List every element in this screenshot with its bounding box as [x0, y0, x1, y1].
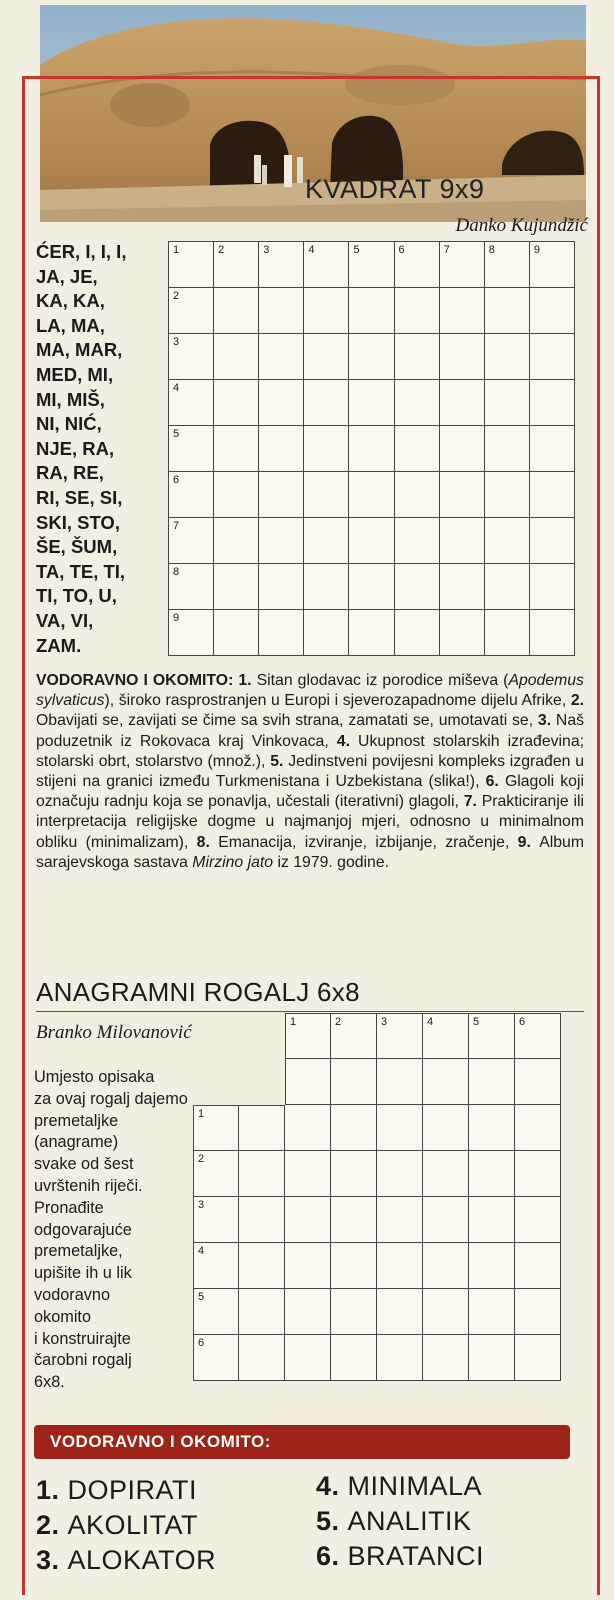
grid-cell[interactable]	[530, 472, 575, 518]
anagram-entries-right	[316, 1469, 484, 1574]
grid-cell[interactable]	[423, 1289, 469, 1335]
grid-cell[interactable]	[440, 564, 485, 610]
description-line: vodoravno	[34, 1285, 111, 1304]
grid-cell[interactable]	[193, 1243, 239, 1289]
cell-number: 4	[308, 244, 315, 256]
grid-cell[interactable]	[515, 1105, 561, 1151]
anagram-entry	[36, 1473, 216, 1508]
cell-number: 5	[473, 1016, 480, 1028]
cell-number: 3	[381, 1016, 388, 1028]
grid-cell[interactable]	[485, 518, 530, 564]
grid-cell[interactable]	[485, 426, 530, 472]
cell-number: 3	[263, 244, 270, 256]
grid-cell[interactable]	[259, 288, 304, 334]
description-line: čarobni rogalj	[34, 1351, 132, 1370]
kvadrat-word-list	[36, 240, 166, 658]
grid-cell[interactable]	[285, 1105, 331, 1151]
grid-cell[interactable]	[440, 334, 485, 380]
grid-cell[interactable]	[515, 1059, 561, 1105]
grid-cell[interactable]	[169, 288, 214, 334]
description-line: Umjesto opisaka	[34, 1068, 155, 1086]
grid-cell[interactable]	[169, 564, 214, 610]
grid-cell[interactable]	[377, 1243, 423, 1289]
cell-number: 9	[533, 244, 540, 256]
word-list-item: KA, KA,	[36, 290, 105, 312]
grid-cell[interactable]	[469, 1151, 515, 1197]
grid-cell[interactable]	[349, 288, 394, 334]
cell-number: 6	[519, 1016, 526, 1028]
cell-number: 8	[173, 566, 180, 578]
cell-number: 3	[173, 336, 180, 348]
anagram-entry	[36, 1543, 216, 1578]
grid-cell[interactable]	[440, 380, 485, 426]
grid-cell[interactable]	[395, 426, 440, 472]
clue-number: 1.	[238, 672, 257, 689]
grid-cell[interactable]	[214, 334, 259, 380]
grid-cell[interactable]	[285, 1151, 331, 1197]
grid-cell[interactable]	[331, 1105, 377, 1151]
cell-number: 1	[290, 1016, 297, 1028]
entry-word: ANALITIK	[347, 1506, 472, 1536]
grid-cell[interactable]	[285, 1289, 331, 1335]
cell-number: 6	[173, 474, 180, 486]
grid-cell[interactable]	[485, 472, 530, 518]
entry-number: 4.	[316, 1471, 348, 1501]
grid-cell[interactable]	[193, 1151, 239, 1197]
grid-cell[interactable]	[377, 1289, 423, 1335]
grid-cell[interactable]	[395, 610, 440, 656]
word-list-item: MA, MAR,	[36, 339, 123, 361]
clue-text: Album sarajevskoga sastava	[36, 833, 584, 871]
grid-cell[interactable]	[349, 518, 394, 564]
grid-cell[interactable]	[469, 1059, 515, 1105]
grid-cell[interactable]	[377, 1013, 423, 1059]
grid-cell[interactable]	[423, 1151, 469, 1197]
grid-cell[interactable]	[193, 1335, 239, 1381]
grid-cell[interactable]	[331, 1243, 377, 1289]
clue-number: 5.	[270, 752, 289, 770]
grid-cell[interactable]	[169, 334, 214, 380]
grid-cell[interactable]	[169, 242, 214, 288]
word-list-item: TI, TO, U,	[36, 585, 117, 607]
grid-cell[interactable]	[377, 1105, 423, 1151]
grid-cell[interactable]	[515, 1335, 561, 1381]
grid-cell[interactable]	[423, 1335, 469, 1381]
grid-cell[interactable]	[214, 242, 259, 288]
description-line: za ovaj rogalj dajemo	[34, 1089, 188, 1108]
clue-number: 4.	[336, 732, 359, 750]
grid-cell[interactable]	[331, 1059, 377, 1105]
anagram-bar-label: VODORAVNO I OKOMITO:	[34, 1425, 570, 1459]
grid-cell[interactable]	[285, 1335, 331, 1381]
description-line: premetaljke,	[34, 1242, 123, 1261]
clue-italic: Apodemus sylvaticus	[36, 672, 584, 710]
grid-cell[interactable]	[304, 610, 349, 656]
entry-word: DOPIRATI	[67, 1475, 198, 1505]
cell-number: 1	[173, 244, 180, 256]
cell-number: 2	[335, 1016, 342, 1028]
grid-cell[interactable]	[304, 380, 349, 426]
anagram-entry	[316, 1504, 484, 1539]
cell-number: 4	[427, 1016, 434, 1028]
anagram-entry	[316, 1469, 484, 1504]
entry-word: MINIMALA	[347, 1471, 483, 1501]
grid-cell[interactable]	[530, 288, 575, 334]
grid-cell[interactable]	[395, 564, 440, 610]
grid-cell[interactable]	[304, 564, 349, 610]
grid-cell[interactable]	[304, 426, 349, 472]
grid-cell[interactable]	[423, 1243, 469, 1289]
grid-cell[interactable]	[395, 242, 440, 288]
grid-cell[interactable]	[515, 1197, 561, 1243]
word-list-item: ŠE, ŠUM,	[36, 536, 118, 558]
grid-cell[interactable]	[285, 1013, 331, 1059]
grid-cell[interactable]	[469, 1289, 515, 1335]
grid-cell[interactable]	[259, 334, 304, 380]
clue-number: 2.	[570, 692, 585, 710]
word-list-item: ĆER, I, I, I,	[36, 241, 127, 262]
grid-cell[interactable]	[331, 1335, 377, 1381]
clue-text: Ukupnost stolarskih izrađevina; stolarski obrt, stolarstvo (množ.),	[36, 732, 584, 770]
word-list-item: JA, JE,	[36, 265, 98, 287]
cell-number: 5	[353, 244, 360, 256]
grid-cell[interactable]	[395, 288, 440, 334]
grid-cell[interactable]	[395, 472, 440, 518]
cell-number: 3	[198, 1199, 205, 1211]
entry-number: 5.	[316, 1506, 348, 1536]
cell-number: 7	[443, 244, 450, 256]
anagram-author: Branko Milovanović	[36, 1022, 192, 1043]
grid-cell[interactable]	[377, 1197, 423, 1243]
cell-number: 5	[173, 428, 180, 440]
cell-number: 7	[173, 520, 180, 532]
description-line: Pronađite	[34, 1198, 104, 1217]
grid-cell[interactable]	[469, 1335, 515, 1381]
word-list-item: NJE, RA,	[36, 437, 115, 459]
description-line: i konstruirajte	[34, 1329, 131, 1348]
grid-cell[interactable]	[515, 1289, 561, 1335]
anagram-entries-left	[36, 1473, 216, 1578]
description-line: svake od šest	[34, 1155, 134, 1174]
grid-cell[interactable]	[377, 1151, 423, 1197]
grid-cell[interactable]	[169, 426, 214, 472]
description-line: uvrštenih riječi.	[34, 1176, 143, 1195]
grid-cell[interactable]	[239, 1105, 285, 1151]
anagram-description	[34, 1067, 199, 1394]
grid-cell[interactable]	[214, 518, 259, 564]
grid-cell[interactable]	[304, 334, 349, 380]
grid-cell[interactable]	[469, 1243, 515, 1289]
grid-cell[interactable]	[169, 518, 214, 564]
grid-cell[interactable]	[423, 1059, 469, 1105]
grid-cell[interactable]	[485, 380, 530, 426]
entry-number: 6.	[316, 1541, 348, 1571]
grid-cell[interactable]	[469, 1013, 515, 1059]
grid-cell[interactable]	[423, 1197, 469, 1243]
clue-number: 3.	[537, 712, 556, 730]
cell-number: 6	[198, 1337, 205, 1349]
grid-cell[interactable]	[331, 1151, 377, 1197]
cell-number: 2	[173, 290, 180, 302]
clue-text: Glagoli koji označuju radnju koja se ponavlja, učestali (iterativni) glagoli,	[36, 773, 584, 811]
grid-cell[interactable]	[530, 426, 575, 472]
word-list-item: SKI, STO,	[36, 511, 120, 533]
clue-text: Jedinstveni povijesni kompleks izgrađen u stijeni na granici između Turkmenistana i Uzbekistana (slika!),	[36, 752, 584, 791]
grid-cell[interactable]	[169, 472, 214, 518]
clue-text: Naš poduzetnik iz Rokovaca kraj Vinkovaca,	[36, 712, 584, 750]
grid-cell[interactable]	[440, 610, 485, 656]
entry-word: BRATANCI	[347, 1541, 485, 1571]
word-list-item: LA, MA,	[36, 314, 105, 336]
grid-cell[interactable]	[469, 1197, 515, 1243]
entry-word: AKOLITAT	[67, 1510, 199, 1540]
grid-cell[interactable]	[485, 242, 530, 288]
grid-cell[interactable]	[349, 564, 394, 610]
grid-cell[interactable]	[331, 1013, 377, 1059]
anagram-entry	[36, 1508, 216, 1543]
grid-cell[interactable]	[469, 1105, 515, 1151]
grid-cell[interactable]	[239, 1151, 285, 1197]
description-line: odgovarajuće	[34, 1220, 132, 1239]
anagram-grid[interactable]	[193, 1013, 561, 1381]
cell-number: 6	[398, 244, 405, 256]
grid-cell[interactable]	[193, 1289, 239, 1335]
grid-cell[interactable]	[349, 242, 394, 288]
anagram-entry	[316, 1539, 484, 1574]
grid-cell[interactable]	[239, 1289, 285, 1335]
grid-cell[interactable]	[214, 564, 259, 610]
cell-number: 1	[198, 1108, 205, 1120]
clue-text: ), široko rasprostranjen u Europi i sjeverozapadnome dijelu Afrike,	[104, 692, 567, 710]
kvadrat-grid[interactable]	[168, 241, 575, 656]
grid-cell[interactable]	[214, 610, 259, 656]
grid-cell[interactable]	[423, 1105, 469, 1151]
clue-italic: Mirzino jato	[192, 853, 274, 871]
grid-cell[interactable]	[331, 1197, 377, 1243]
kvadrat-title: KVADRAT 9x9	[305, 174, 485, 204]
grid-cell[interactable]	[515, 1013, 561, 1059]
anagram-divider	[36, 1011, 584, 1012]
grid-cell[interactable]	[259, 518, 304, 564]
grid-cell[interactable]	[193, 1197, 239, 1243]
clue-number: 9.	[517, 833, 540, 851]
clue-number: 8.	[196, 833, 219, 851]
clue-number: 6.	[485, 773, 505, 791]
grid-cell[interactable]	[259, 242, 304, 288]
clue-text: iz 1979. godine.	[273, 853, 390, 871]
grid-cell[interactable]	[259, 472, 304, 518]
grid-cell[interactable]	[377, 1335, 423, 1381]
grid-cell[interactable]	[239, 1243, 285, 1289]
grid-cell[interactable]	[440, 472, 485, 518]
grid-cell[interactable]	[440, 288, 485, 334]
entry-word: ALOKATOR	[67, 1545, 217, 1575]
grid-cell[interactable]	[530, 334, 575, 380]
cell-number: 9	[173, 612, 180, 624]
grid-cell[interactable]	[214, 288, 259, 334]
grid-cell[interactable]	[169, 610, 214, 656]
grid-cell[interactable]	[395, 334, 440, 380]
word-list-item: RI, SE, SI,	[36, 486, 123, 508]
grid-cell[interactable]	[331, 1289, 377, 1335]
grid-cell[interactable]	[485, 334, 530, 380]
description-line: upišite ih u lik	[34, 1264, 132, 1283]
grid-cell[interactable]	[530, 518, 575, 564]
grid-cell[interactable]	[304, 242, 349, 288]
grid-cell[interactable]	[395, 380, 440, 426]
grid-cell[interactable]	[349, 334, 394, 380]
grid-cell[interactable]	[530, 242, 575, 288]
grid-cell[interactable]	[285, 1197, 331, 1243]
entry-number: 3.	[36, 1545, 68, 1575]
cell-number: 2	[218, 244, 225, 256]
grid-cell[interactable]	[530, 610, 575, 656]
clue-number: 7.	[463, 793, 482, 811]
clue-label: VODORAVNO I OKOMITO:	[36, 672, 239, 689]
grid-cell[interactable]	[214, 380, 259, 426]
word-list-item: MI, MIŠ,	[36, 388, 105, 410]
grid-cell[interactable]	[440, 426, 485, 472]
word-list-item: RA, RE,	[36, 462, 104, 484]
description-line: (anagrame)	[34, 1133, 119, 1152]
cell-number: 5	[198, 1291, 205, 1303]
grid-cell[interactable]	[285, 1243, 331, 1289]
grid-cell[interactable]	[285, 1059, 331, 1105]
clue-text: Prakticiranje ili interpretacija religijske dogme u najmanjoj mjeri, odnosno u minimalnom obliku (minimalizam),	[36, 793, 584, 851]
clue-text: Sitan glodavac iz porodice miševa (	[256, 672, 509, 689]
grid-cell[interactable]	[485, 564, 530, 610]
word-list-item: VA, VI,	[36, 609, 94, 631]
cell-number: 2	[198, 1153, 205, 1165]
word-list-item: MED, MI,	[36, 363, 114, 385]
grid-cell[interactable]	[259, 610, 304, 656]
grid-cell[interactable]	[304, 288, 349, 334]
grid-cell[interactable]	[169, 380, 214, 426]
grid-cell[interactable]	[515, 1243, 561, 1289]
grid-cell[interactable]	[304, 518, 349, 564]
grid-cell[interactable]	[349, 610, 394, 656]
entry-number: 1.	[36, 1475, 68, 1505]
grid-cell[interactable]	[515, 1151, 561, 1197]
description-line: 6x8.	[34, 1373, 65, 1392]
kvadrat-clues	[36, 671, 584, 873]
grid-cell[interactable]	[304, 472, 349, 518]
grid-cell[interactable]	[214, 472, 259, 518]
grid-cell[interactable]	[485, 610, 530, 656]
clue-text: Obavijati se, zavijati se čime sa svih strana, zamatati se, umotavati se,	[36, 712, 534, 730]
grid-cell[interactable]	[239, 1335, 285, 1381]
anagram-title: ANAGRAMNI ROGALJ 6x8	[36, 977, 360, 1007]
grid-cell[interactable]	[214, 426, 259, 472]
grid-cell[interactable]	[193, 1105, 239, 1151]
grid-cell[interactable]	[349, 472, 394, 518]
clue-text: Emanacija, izviranje, izbijanje, zračenje,	[218, 833, 510, 851]
cell-number: 8	[488, 244, 495, 256]
grid-cell[interactable]	[259, 426, 304, 472]
word-list-item: TA, TE, TI,	[36, 560, 126, 582]
cell-number: 4	[198, 1245, 205, 1257]
entry-number: 2.	[36, 1510, 68, 1540]
grid-cell[interactable]	[440, 242, 485, 288]
grid-cell[interactable]	[239, 1197, 285, 1243]
description-line: premetaljke	[34, 1111, 119, 1130]
grid-cell[interactable]	[530, 380, 575, 426]
grid-cell[interactable]	[349, 380, 394, 426]
word-list-item: NI, NIĆ,	[36, 413, 102, 435]
description-line: okomito	[34, 1307, 92, 1326]
grid-cell[interactable]	[259, 380, 304, 426]
cell-number: 4	[173, 382, 180, 394]
grid-cell[interactable]	[377, 1059, 423, 1105]
kvadrat-author: Danko Kujundžić	[455, 215, 588, 236]
grid-cell[interactable]	[485, 288, 530, 334]
grid-cell[interactable]	[259, 564, 304, 610]
grid-cell[interactable]	[423, 1013, 469, 1059]
word-list-item: ZAM.	[36, 634, 82, 656]
grid-cell[interactable]	[530, 564, 575, 610]
grid-cell[interactable]	[395, 518, 440, 564]
grid-cell[interactable]	[349, 426, 394, 472]
grid-cell[interactable]	[440, 518, 485, 564]
